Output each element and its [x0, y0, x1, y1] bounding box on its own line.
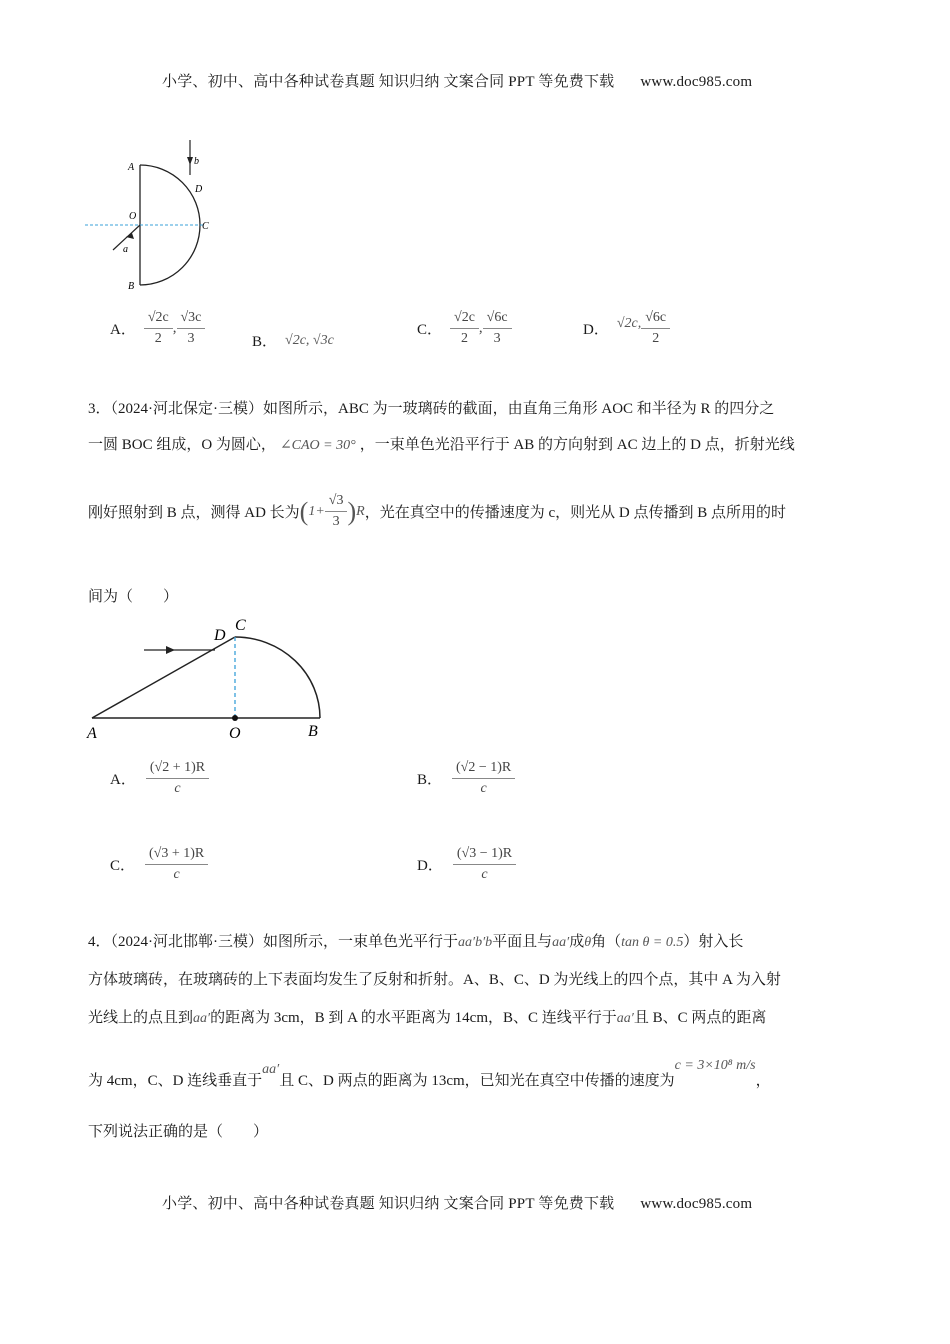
q2-option-b[interactable]: B． √2c, √3c — [252, 332, 334, 350]
q3-line-1: 3．（2024·河北保定·三模）如图所示，ABC 为一玻璃砖的截面，由直角三角形 AOC 和半径为 R 的四分之 — [88, 401, 775, 417]
option-letter: A． — [110, 322, 136, 338]
svg-text:B: B — [308, 723, 318, 740]
svg-text:O: O — [129, 211, 137, 222]
svg-text:A: A — [87, 725, 97, 742]
svg-text:D: D — [195, 184, 203, 195]
q2-option-c[interactable]: C． $\frac{√2c}{2}$ , $\frac{√6c}{3}$ — [417, 310, 512, 347]
svg-text:B: B — [128, 281, 135, 292]
header-url[interactable]: www.doc985.com — [640, 74, 753, 90]
label-A: A — [128, 162, 135, 173]
header-text: 小学、初中、高中各种试卷真题 知识归纳 文案合同 PPT 等免费下载 — [162, 74, 615, 90]
svg-text:D: D — [214, 627, 226, 644]
q4-line-3: 光线上的点且到aa′的距离为 3cm，B 到 A 的水平距离为 14cm，B、C 连线平行于aa′且 B、C 两点的距离 — [88, 1010, 767, 1026]
q3-line-4: 间为（ ） — [88, 589, 179, 605]
svg-text:C: C — [202, 221, 209, 232]
q3-line-2: 一圆 BOC 组成，O 为圆心， ∠CAO = 30° ，一束单色光沿平行于 AB 的方向射到 AC 边上的 D 点，折射光线 — [88, 437, 795, 453]
q3-option-d[interactable]: D． $\frac{(√3 - 1)R}{c}$ — [417, 846, 516, 883]
page-header — [162, 70, 752, 91]
footer-text: 小学、初中、高中各种试卷真题 知识归纳 文案合同 PPT 等免费下载 — [162, 1196, 615, 1212]
q3-option-c[interactable]: C． $\frac{(√3 + 1)R}{c}$ — [110, 846, 208, 883]
footer-url[interactable]: www.doc985.com — [640, 1196, 753, 1212]
svg-text:O: O — [229, 725, 241, 742]
semicircle-figure — [80, 135, 240, 295]
q4-line-4: 为 4cm，C、D 连线垂直于aa′且 C、D 两点的距离为 13cm，已知光在真空中传播的速度为c = 3×10⁸ m/s， — [88, 1058, 771, 1089]
q3-line-3: 刚好照射到 B 点，测得 AD 长为 ( 1+ $\frac{√3}{3}$ ) R ，光在真空中的传播速度为 c，则光从 D 点传播到 B 点所用的时 — [88, 493, 786, 529]
q2-option-a[interactable]: A． $\frac{√2c}{2}$ , $\frac{√3c}{3}$ — [110, 310, 205, 347]
q4-line-1: 4．（2024·河北邯郸·三模）如图所示，一束单色光平行于aa′b′b平面且与aa′成θ角（tan θ = 0.5）射入长 — [88, 934, 744, 950]
triangle-quarter-circle-figure — [80, 610, 340, 745]
q4-line-5: 下列说法正确的是（ ） — [88, 1124, 269, 1140]
page-footer — [162, 1192, 752, 1213]
svg-text:b: b — [194, 156, 199, 167]
svg-text:a: a — [123, 244, 128, 255]
svg-text:C: C — [235, 617, 246, 634]
q4-line-2: 方体玻璃砖，在玻璃砖的上下表面均发生了反射和折射。A、B、C、D 为光线上的四个点，其中 A 为入射 — [88, 972, 781, 988]
q2-option-d[interactable]: D． √2c, $\frac{√6c}{2}$ — [583, 310, 670, 347]
q3-option-b[interactable]: B． $\frac{(√2 - 1)R}{c}$ — [417, 760, 515, 797]
q3-option-a[interactable]: A． $\frac{(√2 + 1)R}{c}$ — [110, 760, 209, 797]
